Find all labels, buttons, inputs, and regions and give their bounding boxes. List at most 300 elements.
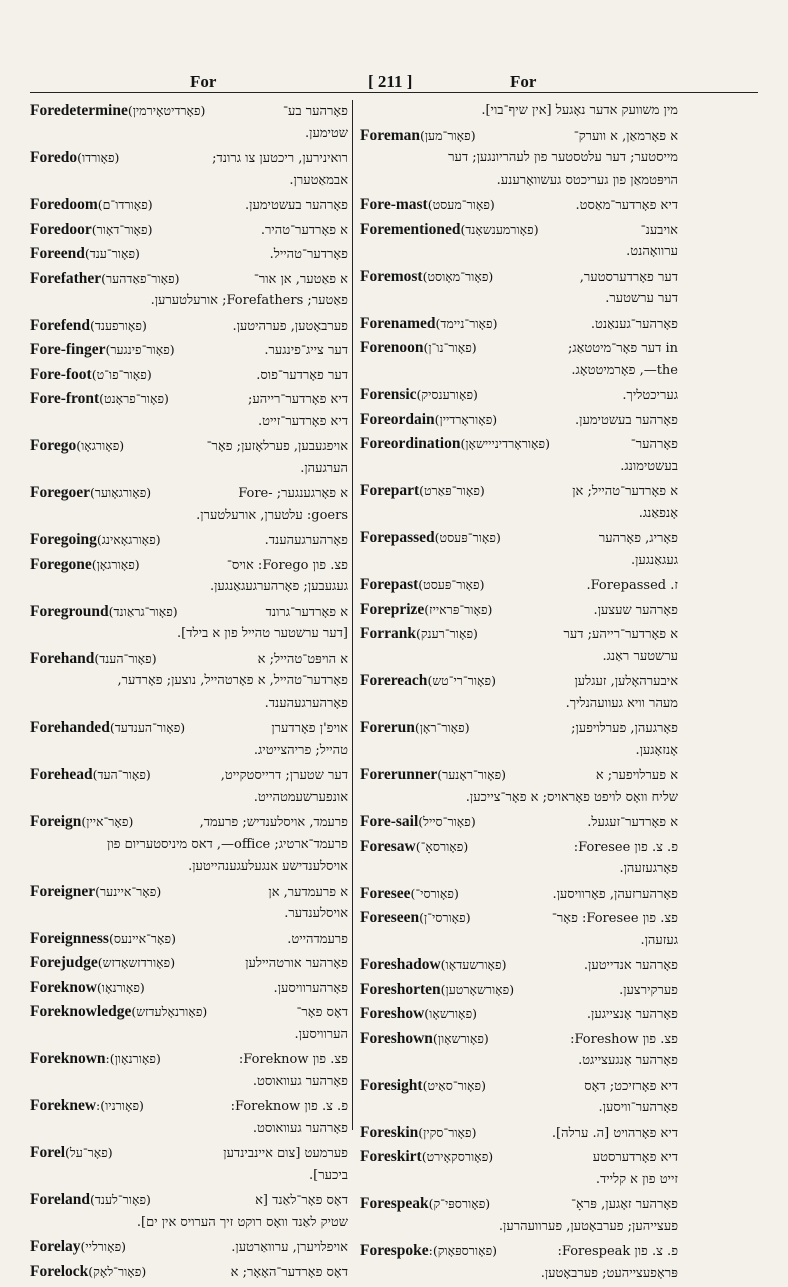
entry-headword: Forenamed — [360, 314, 436, 332]
entry-pronunciation: (פאָור־מעסט) — [427, 197, 495, 212]
dictionary-entry — [360, 1146, 678, 1191]
entry-first-line — [30, 482, 348, 505]
entry-definition-line: זייט פון א קלייד. — [595, 1171, 678, 1187]
entry-definition-line: פאָרהערזעהן, פאָרוויסען. — [552, 886, 678, 902]
entry-definition-line: דאָס פאָרדער־האָאָר; א — [230, 1264, 348, 1280]
entry-headword: Foreknown — [30, 1050, 106, 1067]
dictionary-entry — [360, 979, 678, 1002]
entry-pronunciation: (פאָור־דאָור) — [91, 221, 153, 237]
entry-first-line — [360, 670, 678, 693]
entry-pronunciation: (פאָר־על) — [65, 1145, 113, 1160]
entry-pronunciation: (פאָור־לאָק) — [88, 1263, 147, 1279]
entry-headword: Fore-mast — [360, 196, 428, 213]
entry-definition-line: פאָרהער בע־ — [283, 104, 348, 119]
entry-first-line — [360, 337, 678, 360]
entry-headword: Forementioned — [360, 220, 461, 238]
entry-first-line — [30, 648, 348, 671]
entry-first-line — [30, 977, 348, 1000]
entry-headword: Forehead — [30, 766, 93, 783]
entry-definition-line: פצ. פון Forego: אויס־ — [226, 557, 348, 573]
entry-definition-line: פערבאָטען, פערהיטען. — [232, 318, 348, 334]
entry-first-line — [30, 243, 348, 266]
entry-pronunciation: (פאָורסקאָירט) — [421, 1149, 494, 1164]
dictionary-entry — [360, 409, 678, 432]
entry-definition-line: פאָרהערגעהענד. — [264, 695, 348, 711]
header-guide-word-left: For — [190, 72, 217, 91]
entry-headword: Fore-front — [30, 390, 100, 407]
dictionary-entry — [360, 1193, 678, 1238]
dictionary-entry — [30, 928, 348, 951]
dictionary-entry — [360, 480, 678, 525]
entry-first-line — [360, 384, 678, 407]
dictionary-entry — [360, 219, 678, 264]
dictionary-entry — [30, 717, 348, 762]
entry-headword: Foreknew — [30, 1097, 97, 1114]
entry-pronunciation: (פאָורניו): — [96, 1098, 144, 1113]
entry-first-line — [360, 100, 678, 123]
entry-definition-line: דער צייג־פינגער. — [264, 343, 348, 358]
entry-definition-line: שטיק לאַנד וואָס רוקט זיך הערויס אין ים]. — [136, 1214, 348, 1230]
entry-definition-line: פאָרהער־ — [630, 437, 678, 452]
entry-definition-line: אונפערשעמטהייט. — [253, 789, 348, 805]
entry-pronunciation: (פאָוראָרדינייישאָן) — [460, 436, 550, 451]
entry-pronunciation: (פאָורדזשאָדזש) — [97, 955, 176, 970]
dictionary-entry — [360, 100, 678, 123]
dictionary-entry — [30, 1142, 348, 1187]
entry-definition-line: אָנפאַנג. — [638, 505, 678, 521]
entry-definition-line: דער פאָרדער־פוס. — [256, 367, 348, 383]
dictionary-entry — [30, 1001, 348, 1046]
entry-first-line — [360, 219, 678, 242]
entry-pronunciation: (פאָור־ניימד) — [435, 315, 498, 331]
entry-pronunciation: (פאָורמענשאָנד) — [460, 221, 539, 237]
entry-first-line — [30, 554, 348, 577]
entry-pronunciation: (פאָור־העד) — [92, 767, 151, 782]
entry-headword: Forel — [30, 1144, 66, 1161]
entry-pronunciation: (פאָור־פּעסט) — [434, 530, 501, 545]
entry-first-line — [30, 1048, 348, 1071]
entry-definition-line: אויבענ־ — [640, 222, 678, 238]
entry-definition-line: שטימען. — [305, 125, 348, 141]
entry-pronunciation: (פאָור־רענק) — [415, 626, 478, 641]
entry-definition-line: דיא פאָרדערסטע — [592, 1150, 678, 1165]
entry-pronunciation: (פאָור־לענד) — [90, 1192, 151, 1207]
entry-first-line — [360, 125, 678, 148]
entry-headword: Foredoom — [30, 196, 98, 213]
dictionary-entry — [30, 648, 348, 716]
entry-pronunciation: (פאָור־ראָן) — [414, 720, 470, 735]
dictionary-entry — [30, 147, 348, 192]
entry-headword: Foregoing — [30, 531, 97, 548]
dictionary-entry — [30, 268, 348, 313]
entry-pronunciation: (פאָור־סקין) — [418, 1124, 477, 1140]
entry-pronunciation: (פאָורסי־) — [410, 885, 459, 901]
dictionary-entry — [30, 364, 348, 387]
entry-first-line — [360, 764, 678, 787]
entry-headword: Foregone — [30, 555, 92, 573]
entry-definition-line: מין משוועק אדער נאָגעל [אין שיף־בוי]. — [481, 103, 678, 118]
dictionary-entry — [30, 1236, 348, 1259]
entry-pronunciation: (פאָור־פּעסט) — [418, 577, 485, 592]
dictionary-entry — [360, 527, 678, 572]
entry-definition-line: פאָרהער געוואוסט. — [252, 1073, 348, 1089]
entry-pronunciation: (פאָור־פּראייז) — [424, 601, 493, 617]
entry-definition-line: א פאָרדער־טהיר. — [260, 222, 348, 238]
entry-definition-line: איבערהאָלען, זעגלען — [574, 674, 678, 689]
entry-first-line — [30, 100, 348, 123]
dictionary-entry — [30, 219, 348, 242]
entry-pronunciation: (פאָור־ענד) — [84, 246, 140, 261]
entry-headword: Foreskirt — [360, 1148, 422, 1165]
entry-definition-line: פאָרהער־וויסען. — [598, 1100, 678, 1115]
entry-headword: Foreknow — [30, 978, 97, 996]
entry-first-line — [360, 1122, 678, 1145]
dictionary-entry — [360, 313, 678, 336]
entry-first-line — [30, 339, 348, 362]
entry-definition-line: אבמאַטערן. — [289, 172, 348, 188]
dictionary-entry — [30, 1261, 348, 1284]
entry-headword: Forelay — [30, 1238, 81, 1255]
entry-pronunciation: (פאָורגאָוער) — [89, 485, 152, 500]
entry-headword: Foredoor — [30, 220, 92, 238]
dictionary-entry — [30, 881, 348, 926]
entry-headword: Forensic — [360, 386, 417, 403]
entry-definition-line: פאָרהערוויסען. — [273, 980, 348, 996]
entry-definition-line: פרעמד־ארטיג; office—, דאס מיניסטעריום פון — [107, 836, 348, 852]
entry-headword: Forespoke — [360, 1242, 429, 1259]
dictionary-entry — [30, 554, 348, 599]
entry-pronunciation: (פאָור־פינגער) — [105, 342, 175, 357]
entry-definition-line: ערוואָהנט. — [626, 244, 678, 259]
entry-headword: Forejudge — [30, 954, 98, 971]
entry-definition-line: פצ. פון Foreshow: — [570, 1031, 678, 1047]
entry-headword: Foregoer — [30, 484, 90, 501]
entry-pronunciation: (פאָור־רי־טש) — [427, 673, 496, 688]
entry-first-line — [360, 836, 678, 859]
entry-definition-line: געזעהן. — [640, 932, 678, 948]
dictionary-entry — [360, 266, 678, 311]
entry-definition-line: א פרעמדער, אן — [268, 884, 348, 900]
right-column — [360, 100, 678, 1287]
dictionary-entry — [360, 717, 678, 762]
entry-first-line — [360, 313, 678, 336]
entry-first-line — [360, 266, 678, 289]
entry-definition-line: א פאָרדער־זעגעל. — [587, 815, 678, 830]
dictionary-entry — [30, 100, 348, 145]
entry-pronunciation: (פאָורגאָאינג) — [96, 532, 161, 547]
entry-definition-line: הערגעהן. — [300, 460, 348, 476]
entry-definition-line: דער ערשטער. — [605, 291, 678, 306]
entry-pronunciation: (פאָור־גראַונד) — [108, 603, 178, 619]
entry-definition-line: אויפגעבען, פערלאָזען; פאָר־ — [206, 439, 348, 454]
entry-definition-line: טהייל; פריהצייטיג. — [253, 742, 348, 758]
entry-definition-line: א פאָרגענגער; -Fore — [238, 486, 348, 501]
entry-first-line — [360, 599, 678, 622]
entry-pronunciation: (פאָורנאָו) — [96, 979, 145, 995]
entry-headword: Foreprize — [360, 600, 425, 618]
entry-pronunciation: (פאָורפענד) — [89, 317, 147, 333]
entry-definition-line: פּראָפעצייהעט; פערבאָטען. — [540, 1265, 678, 1281]
entry-first-line — [30, 529, 348, 552]
dictionary-entry — [30, 194, 348, 217]
entry-headword: Foresaw — [360, 837, 416, 855]
entry-definition-line: דער שטערן; דרייסטקייט, — [220, 768, 348, 783]
entry-headword: Forrank — [360, 625, 416, 642]
entry-definition-line: פצ. פון Foresee: פאָר־ — [551, 911, 678, 926]
entry-pronunciation: (פאָורשאָרטען) — [440, 981, 515, 997]
entry-definition-line: א פערלויפער; א — [595, 768, 678, 783]
entry-definition-line: פאָרהער־גענאַנט. — [590, 316, 678, 332]
entry-pronunciation: (פאָורשאָו) — [424, 1006, 477, 1021]
dictionary-entry — [360, 811, 678, 834]
entry-definition-line: פאָרגעהן, פערלויפען; — [571, 721, 678, 736]
entry-definition-line: the—, פאָרמיטטאָג. — [571, 362, 678, 378]
entry-first-line — [360, 574, 678, 597]
entry-definition-line: דיא פאָרדער־זייט. — [258, 413, 348, 429]
entry-headword: Foreend — [30, 245, 85, 262]
entry-definition-line: פערקירצען. — [619, 982, 678, 998]
entry-definition-line: א פאָרמאַן, א ווערק־ — [573, 128, 678, 144]
entry-first-line — [360, 883, 678, 906]
entry-headword: Foreordain — [360, 410, 435, 428]
dictionary-entry — [360, 599, 678, 622]
entry-first-line — [360, 1193, 678, 1216]
entry-first-line — [360, 979, 678, 1002]
page-number: [ 211 ] — [368, 72, 413, 91]
entry-first-line — [360, 1240, 678, 1263]
entry-first-line — [30, 601, 348, 624]
entry-pronunciation: (פאָור־סאַיט) — [422, 1077, 486, 1093]
entry-definition-line: א פאָרדער־טהייל; אן — [572, 484, 678, 499]
dictionary-entry — [360, 954, 678, 977]
entry-pronunciation: (פאָורענסיק) — [416, 387, 478, 402]
entry-pronunciation: (פאָור־ראָנער) — [437, 767, 507, 782]
entry-definition-line: ז. Forepassed. — [586, 578, 678, 593]
entry-pronunciation: (פאָורגאָן) — [91, 556, 140, 572]
left-column — [30, 100, 348, 1285]
dictionary-entry — [360, 1075, 678, 1120]
entry-first-line — [360, 433, 678, 456]
entry-pronunciation: (פאָור־הענדעד) — [109, 720, 186, 735]
entry-headword: Foreskin — [360, 1123, 419, 1141]
entry-headword: Foreshadow — [360, 956, 441, 973]
header-rule — [30, 92, 758, 93]
dictionary-entry — [360, 125, 678, 193]
entry-definition-line: א הויפּט־טהייל; א — [257, 651, 348, 667]
entry-definition-line: שליח וואָס לויפט פאָראויס; א פאָר־צייכען. — [465, 789, 678, 805]
dictionary-entry — [360, 670, 678, 715]
entry-definition-line: פאָרהער אנדייטען. — [583, 958, 678, 973]
dictionary-entry — [30, 977, 348, 1000]
entry-first-line — [30, 315, 348, 338]
dictionary-entry — [30, 1095, 348, 1140]
header-guide-word-right: For — [510, 72, 537, 91]
entry-first-line — [30, 1095, 348, 1118]
entry-pronunciation: (פאָורספּי־ק) — [428, 1196, 491, 1211]
entry-headword: Foreigner — [30, 882, 96, 900]
page-header — [30, 64, 758, 94]
dictionary-entry — [30, 1048, 348, 1093]
entry-pronunciation: (פאָור־סייל) — [418, 814, 476, 829]
dictionary-entry — [360, 883, 678, 906]
entry-pronunciation: (פאָורדו) — [77, 150, 120, 165]
entry-first-line — [360, 623, 678, 646]
entry-first-line — [360, 1028, 678, 1051]
entry-first-line — [30, 147, 348, 170]
entry-definition-line: פעצייהען; פערבאָטען, פערוועהרען. — [498, 1218, 678, 1234]
entry-first-line — [30, 1261, 348, 1284]
dictionary-entry — [30, 388, 348, 433]
entry-pronunciation: (פאָור־נו־ן) — [423, 340, 477, 355]
entry-definition-line: הויפּטמאַן פון געריכטס געשוואָרענע. — [496, 172, 678, 188]
entry-first-line — [30, 364, 348, 387]
entry-definition-line: [דער ערשטער טהייל פון א בילד]. — [177, 626, 348, 641]
entry-pronunciation: (פאָוראָרדיין) — [434, 411, 498, 427]
entry-headword: Foremost — [360, 267, 423, 285]
entry-headword: Foreknowledge — [30, 1003, 132, 1020]
entry-definition-line: פאָרהער אָנגעצייגט. — [578, 1053, 678, 1068]
entry-pronunciation: (פאָורליי) — [80, 1239, 127, 1254]
entry-pronunciation: (פאָורגאָו) — [76, 438, 125, 453]
entry-first-line — [360, 1146, 678, 1169]
entry-definition-line: מעהר וויא געוועהנליך. — [565, 695, 678, 711]
dictionary-entry — [360, 384, 678, 407]
column-divider — [352, 100, 353, 1130]
entry-pronunciation: (פאָור־הענד) — [94, 650, 157, 666]
entry-headword: Foredo — [30, 149, 78, 166]
entry-headword: Foresight — [360, 1076, 423, 1094]
entry-definition-line: פאָרהער בעשטימען. — [575, 412, 678, 428]
entry-definition-line: ערשטער ראַנג. — [602, 648, 678, 664]
dictionary-entry — [360, 836, 678, 881]
entry-definition-line: פערמעט [צום איינבינדען — [223, 1146, 348, 1161]
entry-definition-line: דאָס פאָר־ — [296, 1005, 348, 1020]
entry-definition-line: פאָרהער שעצען. — [593, 602, 678, 618]
entry-definition-line: דיא פאָרזיכט; דאָס — [584, 1078, 678, 1094]
entry-first-line — [360, 527, 678, 550]
dictionary-entry — [30, 339, 348, 362]
entry-pronunciation: (פאָורסי־ן) — [419, 910, 471, 925]
dictionary-entry — [360, 1028, 678, 1073]
entry-headword: Forefather — [30, 269, 102, 287]
entry-definition-line: געגעבען; פאָרהערגעגאַנגען. — [209, 579, 348, 594]
entry-definition-line: פאָרהער אורטהיילען — [245, 956, 348, 971]
entry-definition-line: פאָרהער זאָגען, פּראָ־ — [571, 1197, 678, 1212]
entry-definition-line: פ. צ. פון Foresee: — [573, 839, 678, 855]
entry-definition-line: דיא פאָרדער־מאַסט. — [575, 198, 678, 213]
entry-first-line — [30, 1236, 348, 1259]
entry-pronunciation: (פאָורסאָ־) — [415, 838, 469, 854]
entry-first-line — [30, 388, 348, 411]
entry-pronunciation: (פאָור־פּאַרט) — [419, 483, 485, 498]
entry-pronunciation: (פאָור־פאַדהער) — [101, 270, 180, 286]
entry-headword: Forego — [30, 437, 77, 454]
entry-headword: Forefend — [30, 316, 90, 334]
entry-definition-line: פאַטער; Forefathers; אורעלטערען. — [150, 293, 348, 308]
entry-pronunciation: (פאָורספּאָוק): — [428, 1243, 498, 1258]
entry-definition-line: פאָרהער געוואוסט. — [252, 1120, 348, 1136]
dictionary-entry — [30, 952, 348, 975]
dictionary-entry — [360, 433, 678, 478]
dictionary-entry — [30, 243, 348, 266]
entry-pronunciation: (פאָור־מאָוסט) — [422, 268, 494, 284]
entry-definition-line: דיא פאָרהויט [ה. ערלה]. — [551, 1125, 678, 1141]
entry-pronunciation: (פאָור־פראָנט) — [99, 391, 169, 406]
dictionary-entry — [30, 811, 348, 879]
entry-first-line — [360, 1003, 678, 1026]
dictionary-entry — [30, 482, 348, 527]
entry-pronunciation: (פאָורנאָון): — [105, 1051, 161, 1066]
entry-headword: Forereach — [360, 672, 428, 689]
dictionary-entry — [360, 907, 678, 952]
dictionary-entry — [30, 601, 348, 646]
entry-definition-line: פ. צ. פון Foreknow: — [230, 1099, 348, 1114]
entry-pronunciation: (פאָורשעדאָו) — [440, 957, 507, 972]
entry-first-line — [30, 717, 348, 740]
entry-definition-line: פאָרגעזעהן. — [619, 861, 678, 876]
entry-definition-line: פצ. פון Foreknow: — [238, 1052, 348, 1067]
dictionary-entry — [360, 194, 678, 217]
dictionary-entry — [360, 623, 678, 668]
entry-first-line — [30, 881, 348, 904]
entry-first-line — [30, 219, 348, 242]
entry-headword: Fore-sail — [360, 813, 419, 830]
entry-pronunciation: (פאָורנאָלעדזש) — [131, 1004, 208, 1019]
entry-headword: Foreordination — [360, 435, 461, 452]
entry-first-line — [360, 717, 678, 740]
entry-headword: Foreignness — [30, 929, 109, 947]
entry-headword: Forepart — [360, 482, 420, 499]
entry-definition-line: פאָרהער אָנצייגען. — [586, 1007, 678, 1022]
entry-first-line — [30, 952, 348, 975]
entry-definition-line: געגאַנגען. — [630, 552, 678, 568]
entry-first-line — [30, 1001, 348, 1024]
entry-definition-line: א פאָרדער־רייהע; דער — [563, 627, 678, 642]
entry-definition-line: פרעמדהייט. — [287, 931, 348, 947]
entry-headword: Foreseen — [360, 909, 420, 926]
dictionary-entry — [30, 315, 348, 338]
entry-first-line — [360, 811, 678, 834]
entry-headword: Forerun — [360, 719, 415, 736]
entry-first-line — [30, 268, 348, 291]
entry-first-line — [360, 480, 678, 503]
entry-headword: Forenoon — [360, 339, 424, 356]
dictionary-entry — [360, 574, 678, 597]
entry-definition-line: ביכער]. — [309, 1167, 348, 1183]
entry-headword: Foreman — [360, 126, 420, 144]
entry-definition-line: goers: עלטערן, אורעלטערן. — [196, 507, 348, 523]
entry-pronunciation: (פאָר־איינער) — [95, 883, 162, 899]
entry-pronunciation: (פאָר־איין) — [81, 814, 134, 829]
entry-pronunciation: (פאָורשאָון) — [432, 1030, 489, 1046]
entry-headword: Foreground — [30, 602, 109, 620]
dictionary-entry — [360, 337, 678, 382]
entry-first-line — [30, 1189, 348, 1212]
entry-definition-line: רואינירען, ריכטען צו גרונד; — [212, 151, 348, 166]
dictionary-entry — [360, 1240, 678, 1285]
entry-first-line — [30, 435, 348, 458]
entry-headword: Forehanded — [30, 719, 110, 736]
entry-headword: Forespeak — [360, 1195, 429, 1212]
entry-definition-line: in דער פאָר־מיטטאַג; — [567, 341, 678, 356]
entry-definition-line: בעשטימונג. — [620, 458, 678, 474]
entry-first-line — [30, 811, 348, 834]
entry-headword: Foreign — [30, 813, 82, 830]
entry-pronunciation: (פאָור־פו־ט) — [91, 366, 152, 382]
entry-pronunciation: (פאָור־מען) — [419, 127, 476, 143]
entry-first-line — [360, 954, 678, 977]
entry-definition-line: פרעמד, אויסלענדיש; פרעמד, — [199, 815, 348, 830]
